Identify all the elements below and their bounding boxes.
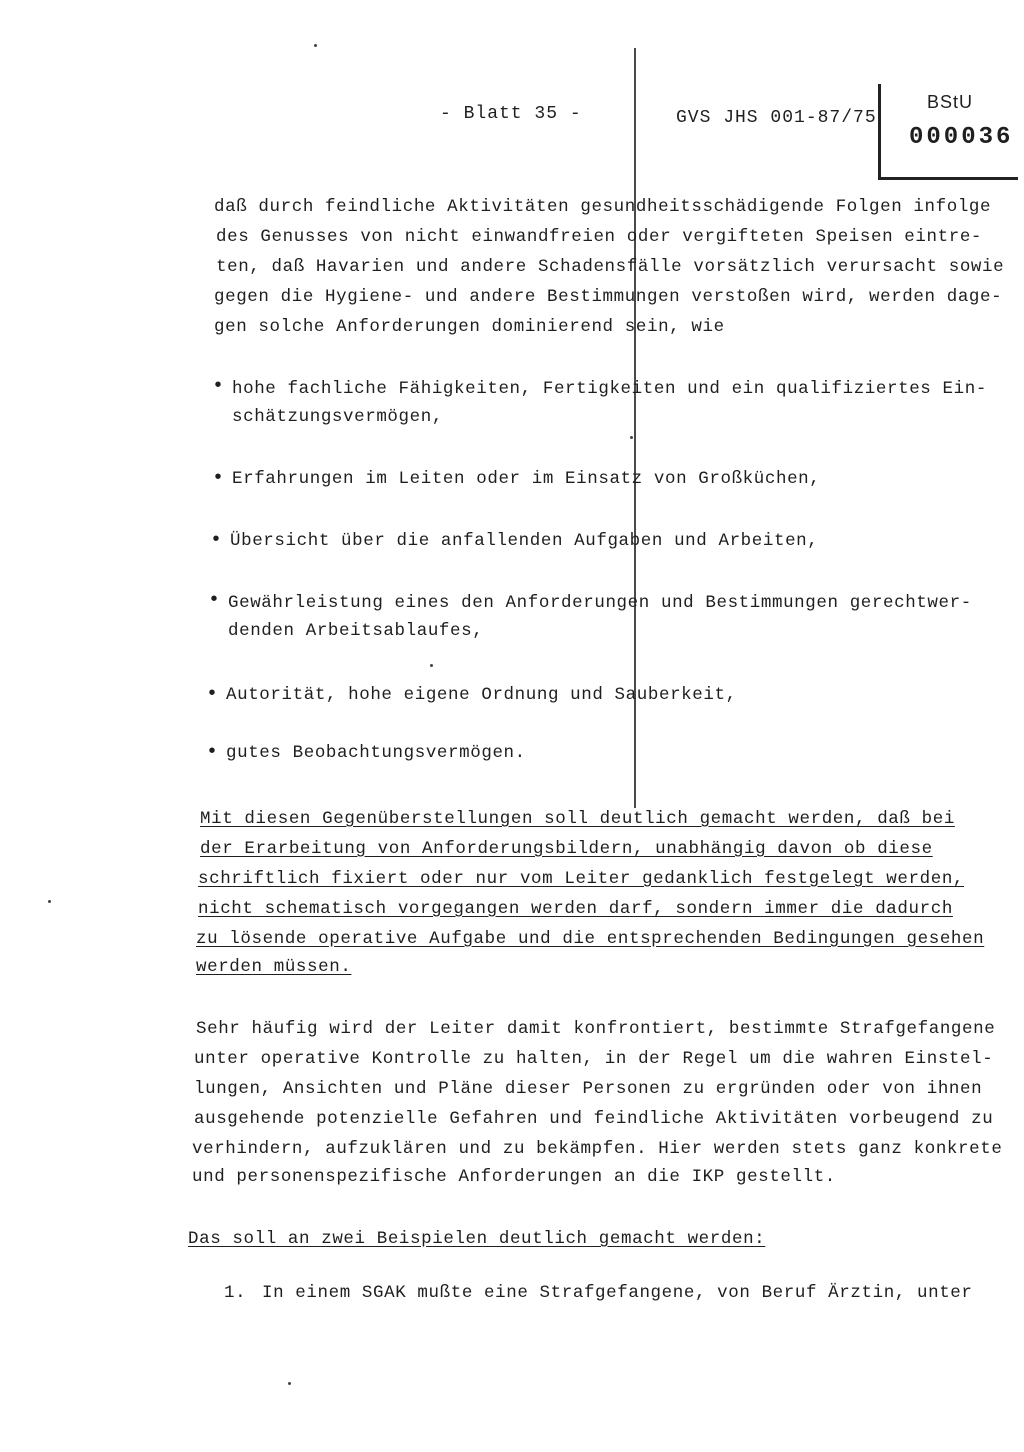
bullet-dot: • xyxy=(212,375,225,398)
bullet-item: Autorität, hohe eigene Ordnung und Sauberkeit, xyxy=(226,685,737,705)
para1-line: des Genusses von nicht einwandfreien oder vergifteten Speisen eintre- xyxy=(216,227,983,247)
stamp-number: 000036 xyxy=(909,124,1014,151)
bullet-item: gutes Beobachtungsvermögen. xyxy=(226,743,526,763)
bullet-item: Übersicht über die anfallenden Aufgaben und Arbeiten, xyxy=(230,531,819,551)
bullet-dot: • xyxy=(206,683,219,706)
para3-line: verhindern, aufzuklären und zu bekämpfen. Hier werden stets ganz konkrete xyxy=(192,1139,1003,1159)
para2-line: schriftlich fixiert oder nur vom Leiter gedanklich festgelegt werden, xyxy=(198,869,965,889)
bullet-item-cont: schätzungsvermögen, xyxy=(232,407,443,427)
para2-line: werden müssen. xyxy=(196,957,352,977)
bullet-item: Gewährleistung eines den Anforderungen und Bestimmungen gerechtwer- xyxy=(228,593,972,613)
stamp-org: BStU xyxy=(927,92,974,112)
para2-line: der Erarbeitung von Anforderungsbildern, unabhängig davon ob diese xyxy=(200,839,933,859)
para1-line: daß durch feindliche Aktivitäten gesundheitsschädigende Folgen infolge xyxy=(214,197,992,217)
para2-line: zu lösende operative Aufgabe und die entsprechenden Bedingungen gesehen xyxy=(196,929,985,949)
scan-speck xyxy=(314,44,317,47)
bstu-stamp xyxy=(878,84,1018,180)
bullet-item: Erfahrungen im Leiten oder im Einsatz von Großküchen, xyxy=(232,469,821,489)
para2-line: nicht schematisch vorgegangen werden darf, sondern immer die dadurch xyxy=(198,899,953,919)
bullet-dot: • xyxy=(210,529,223,552)
para3-line: unter operative Kontrolle zu halten, in der Regel um die wahren Einstel- xyxy=(194,1049,994,1069)
scan-speck xyxy=(288,1382,291,1385)
para1-line: ten, daß Havarien und andere Schadensfälle vorsätzlich verursacht sowie xyxy=(216,257,1005,277)
section-heading: Das soll an zwei Beispielen deutlich gemacht werden: xyxy=(188,1229,766,1249)
example-text: In einem SGAK mußte eine Strafgefangene, von Beruf Ärztin, unter xyxy=(262,1283,973,1303)
bullet-item-cont: denden Arbeitsablaufes, xyxy=(228,621,484,641)
document-reference: GVS JHS 001-87/75 xyxy=(676,108,877,128)
example-number: 1. xyxy=(224,1283,247,1303)
para3-line: Sehr häufig wird der Leiter damit konfrontiert, bestimmte Strafgefangene xyxy=(196,1019,996,1039)
para1-line: gen solche Anforderungen dominierend sein, wie xyxy=(214,317,725,337)
page-number-label: - Blatt 35 - xyxy=(440,104,582,124)
bullet-dot: • xyxy=(206,741,219,764)
scan-speck xyxy=(48,900,51,903)
bullet-dot: • xyxy=(212,467,225,490)
para3-line: lungen, Ansichten und Pläne dieser Personen zu ergründen oder von ihnen xyxy=(194,1079,983,1099)
scan-speck xyxy=(430,664,433,667)
para3-line: und personenspezifische Anforderungen an die IKP gestellt. xyxy=(192,1167,836,1187)
para3-line: ausgehende potenzielle Gefahren und feindliche Aktivitäten vorbeugend zu xyxy=(194,1109,994,1129)
bullet-dot: • xyxy=(208,589,221,612)
para2-line: Mit diesen Gegenüberstellungen soll deutlich gemacht werden, daß bei xyxy=(200,809,955,829)
scan-speck xyxy=(630,436,633,439)
bullet-item: hohe fachliche Fähigkeiten, Fertigkeiten und ein qualifiziertes Ein- xyxy=(232,379,987,399)
para1-line: gegen die Hygiene- und andere Bestimmungen verstoßen wird, werden dage- xyxy=(214,287,1003,307)
